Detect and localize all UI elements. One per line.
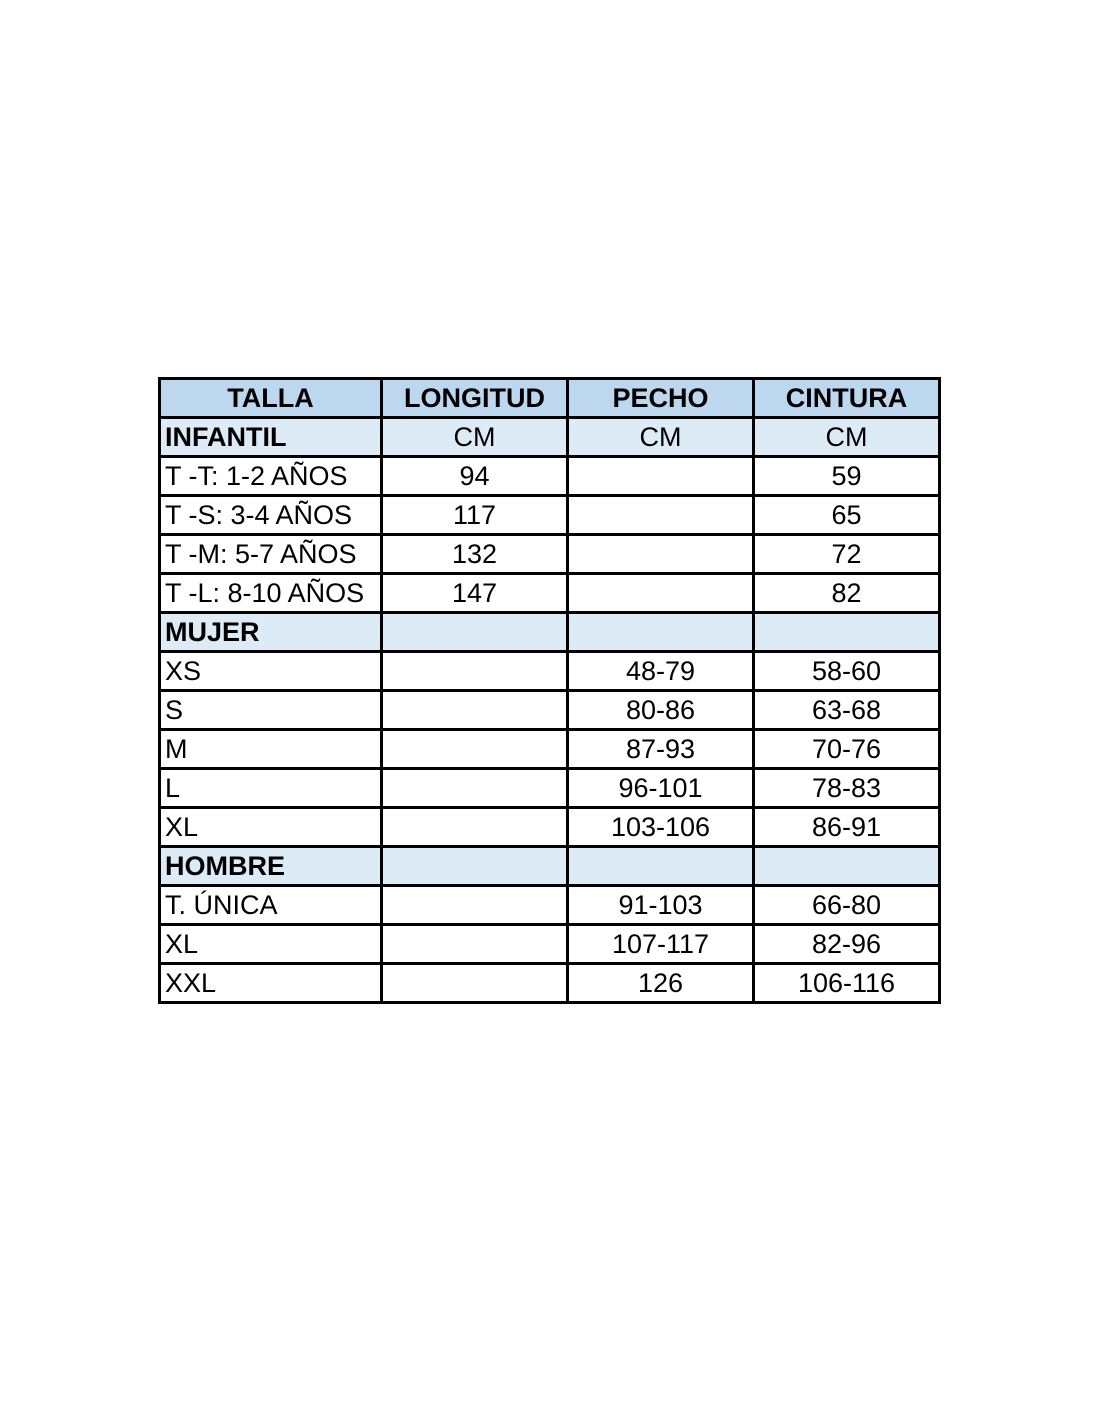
header-row [160,379,940,418]
pecho-cell [568,535,754,574]
talla-cell: T -L: 8-10 AÑOS [160,574,382,613]
pecho-cell [568,457,754,496]
talla-cell: T -S: 3-4 AÑOS [160,496,382,535]
table-row [160,886,940,925]
table-row [160,730,940,769]
talla-cell: XL [160,808,382,847]
pecho-cell: 80-86 [568,691,754,730]
cintura-cell: 78-83 [754,769,940,808]
talla-cell: T -M: 5-7 AÑOS [160,535,382,574]
longitud-cell [382,730,568,769]
talla-cell: XXL [160,964,382,1003]
section-row-mujer [160,613,940,652]
unit-cell-longitud [382,613,568,652]
table-row [160,769,940,808]
longitud-cell [382,808,568,847]
section-label: MUJER [160,613,382,652]
table-row [160,808,940,847]
column-header-longitud: LONGITUD [382,379,568,418]
longitud-cell [382,886,568,925]
cintura-cell: 65 [754,496,940,535]
cintura-cell: 82-96 [754,925,940,964]
longitud-cell: 132 [382,535,568,574]
talla-cell: T -T: 1-2 AÑOS [160,457,382,496]
cintura-cell: 58-60 [754,652,940,691]
cintura-cell: 106-116 [754,964,940,1003]
unit-cell-pecho [568,613,754,652]
unit-cell-cintura: CM [754,418,940,457]
talla-cell: XL [160,925,382,964]
longitud-cell: 117 [382,496,568,535]
longitud-cell: 94 [382,457,568,496]
cintura-cell: 70-76 [754,730,940,769]
pecho-cell: 87-93 [568,730,754,769]
talla-cell: L [160,769,382,808]
cintura-cell: 86-91 [754,808,940,847]
pecho-cell: 91-103 [568,886,754,925]
talla-cell: M [160,730,382,769]
pecho-cell: 103-106 [568,808,754,847]
unit-cell-cintura [754,613,940,652]
table-row [160,496,940,535]
talla-cell: T. ÚNICA [160,886,382,925]
table-body [160,418,940,1003]
cintura-cell: 72 [754,535,940,574]
unit-cell-pecho [568,847,754,886]
section-label: INFANTIL [160,418,382,457]
cintura-cell: 59 [754,457,940,496]
table-row [160,964,940,1003]
pecho-cell: 48-79 [568,652,754,691]
table-row [160,925,940,964]
longitud-cell [382,925,568,964]
unit-cell-longitud [382,847,568,886]
unit-cell-pecho: CM [568,418,754,457]
pecho-cell [568,496,754,535]
table-row [160,535,940,574]
cintura-cell: 66-80 [754,886,940,925]
table-row [160,691,940,730]
longitud-cell: 147 [382,574,568,613]
column-header-cintura: CINTURA [754,379,940,418]
pecho-cell: 96-101 [568,769,754,808]
pecho-cell [568,574,754,613]
longitud-cell [382,652,568,691]
longitud-cell [382,691,568,730]
column-header-pecho: PECHO [568,379,754,418]
unit-cell-longitud: CM [382,418,568,457]
table-row [160,457,940,496]
longitud-cell [382,769,568,808]
column-header-talla: TALLA [160,379,382,418]
unit-cell-cintura [754,847,940,886]
section-row-infantil [160,418,940,457]
table-row [160,574,940,613]
section-label: HOMBRE [160,847,382,886]
pecho-cell: 107-117 [568,925,754,964]
cintura-cell: 82 [754,574,940,613]
size-chart-table [158,377,941,1004]
talla-cell: XS [160,652,382,691]
pecho-cell: 126 [568,964,754,1003]
section-row-hombre [160,847,940,886]
table-row [160,652,940,691]
longitud-cell [382,964,568,1003]
cintura-cell: 63-68 [754,691,940,730]
talla-cell: S [160,691,382,730]
